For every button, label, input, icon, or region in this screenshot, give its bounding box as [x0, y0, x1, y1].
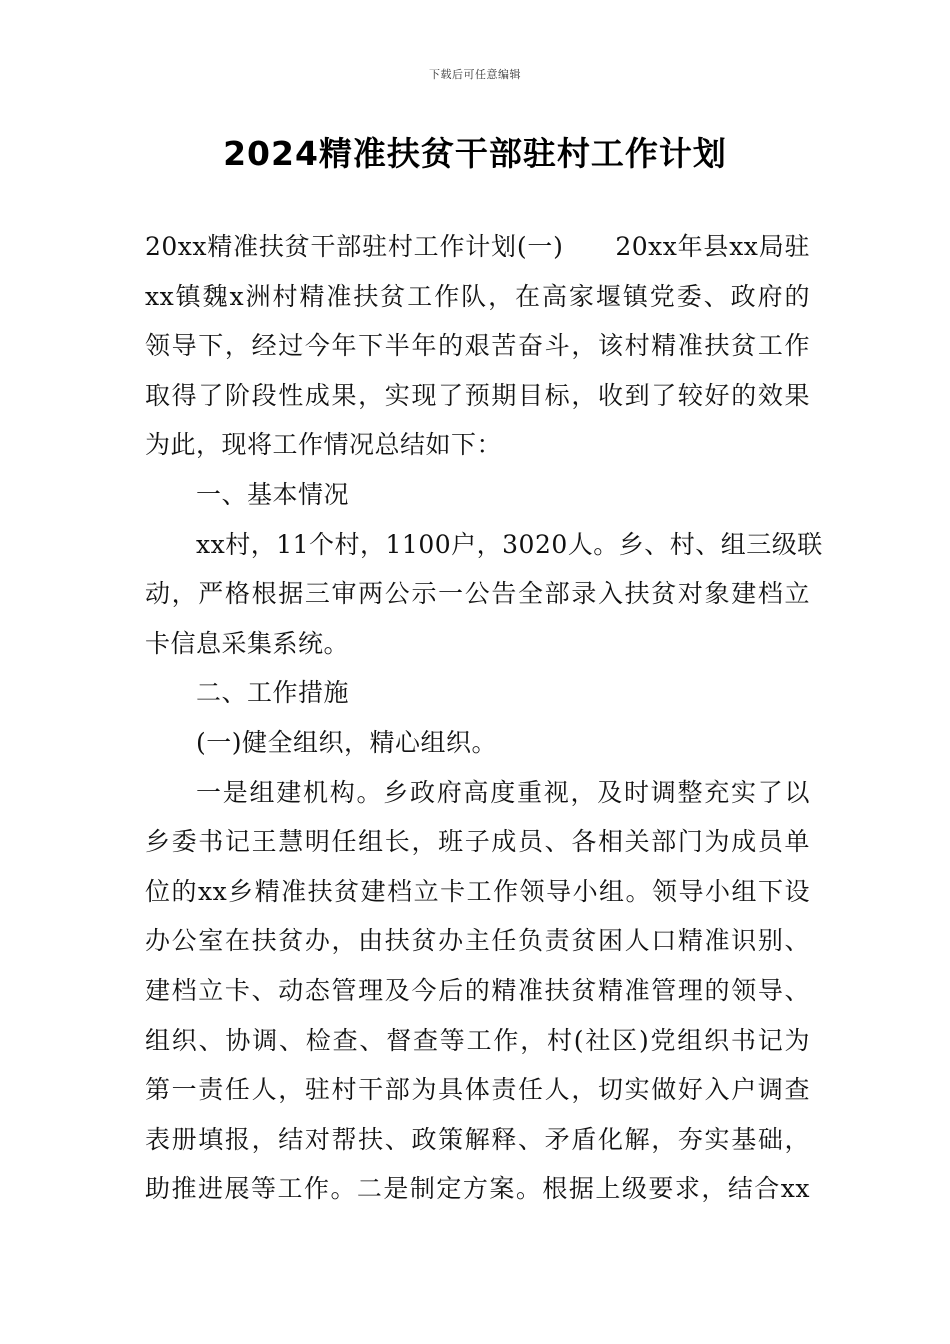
paragraph-line: 助推进展等工作。二是制定方案。根据上级要求，结合xx — [145, 1174, 810, 1204]
paragraph-line: 乡委书记王慧明任组长，班子成员、各相关部门为成员单 — [145, 827, 810, 857]
paragraph-line: 位的xx乡精准扶贫建档立卡工作领导小组。领导小组下设 — [145, 876, 810, 906]
page-header-note: 下载后可任意编辑 — [429, 68, 521, 81]
paragraph-line: xx村，11个村，1100户，3020人。乡、村、组三级联 — [196, 529, 823, 559]
paragraph-line: 表册填报，结对帮扶、政策解释、矛盾化解，夯实基础， — [145, 1124, 810, 1154]
paragraph-line: 取得了阶段性成果，实现了预期目标，收到了较好的效果 — [145, 380, 810, 410]
paragraph-line: 组织、协调、检查、督查等工作，村(社区)党组织书记为 — [145, 1025, 810, 1055]
paragraph-line: 领导下，经过今年下半年的艰苦奋斗，该村精准扶贫工作 — [145, 331, 810, 361]
paragraph-line: 为此，现将工作情况总结如下： — [145, 430, 503, 460]
paragraph-line: 建档立卡、动态管理及今后的精准扶贫精准管理的领导、 — [145, 975, 810, 1005]
document-body — [145, 222, 823, 1214]
subsection-heading: (一)健全组织，精心组织。 — [196, 727, 498, 757]
paragraph-line: 办公室在扶贫办，由扶贫办主任负责贫困人口精准识别、 — [145, 926, 810, 956]
paragraph-line: 卡信息采集系统。 — [145, 628, 350, 658]
paragraph-line: xx镇魏x洲村精准扶贫工作队，在高家堰镇党委、政府的 — [145, 281, 810, 311]
paragraph-line: 20xx精准扶贫干部驻村工作计划(一) 20xx年县xx局驻 — [145, 232, 810, 261]
paragraph-line: 动，严格根据三审两公示一公告全部录入扶贫对象建档立 — [145, 579, 810, 609]
document-title: 2024精准扶贫干部驻村工作计划 — [223, 134, 727, 173]
section-heading: 一、基本情况 — [196, 479, 350, 509]
paragraph-line: 第一责任人，驻村干部为具体责任人，切实做好入户调查 — [145, 1075, 810, 1105]
paragraph-line: 一是组建机构。乡政府高度重视，及时调整充实了以 — [196, 777, 810, 807]
section-heading: 二、工作措施 — [196, 678, 350, 708]
